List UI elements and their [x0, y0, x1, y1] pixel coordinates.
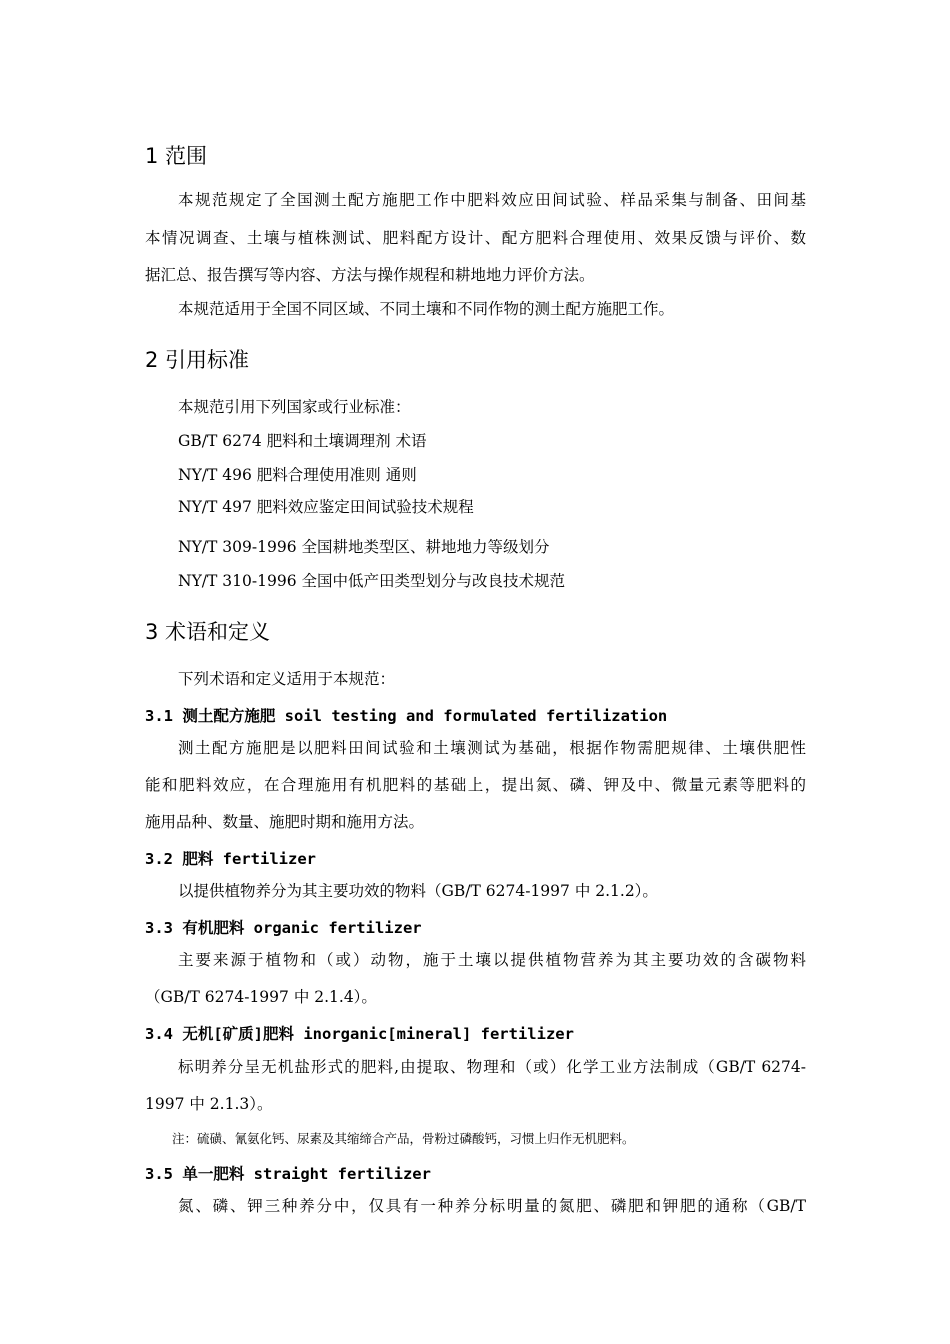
term-3-4-line2: 1997 中 2.1.3）。	[145, 1095, 273, 1113]
section-3-intro: 下列术语和定义适用于本规范：	[178, 670, 396, 688]
term-3-4-line1: 标明养分呈无机盐形式的肥料,由提取、物理和（或）化学工业方法制成（GB/T 6274-	[178, 1058, 806, 1076]
reference-item: NY/T 309-1996 全国耕地类型区、耕地地力等级划分	[178, 538, 550, 556]
term-3-3-heading: 3.3 有机肥料 organic fertilizer	[145, 919, 422, 937]
section-1-para1-line1: 本规范规定了全国测土配方施肥工作中肥料效应田间试验、样品采集与制备、田间基	[178, 191, 806, 209]
term-3-1-heading: 3.1 测土配方施肥 soil testing and formulated fertilization	[145, 707, 668, 725]
term-3-3-line2: （GB/T 6274-1997 中 2.1.4）。	[145, 988, 377, 1006]
section-3-heading: 3 术语和定义	[145, 620, 271, 644]
reference-item: NY/T 310-1996 全国中低产田类型划分与改良技术规范	[178, 572, 565, 590]
section-1-para1-line3: 据汇总、报告撰写等内容、方法与操作规程和耕地地力评价方法。	[145, 266, 595, 284]
term-3-4-heading: 3.4 无机[矿质]肥料 inorganic[mineral] fertilizer	[145, 1025, 574, 1043]
section-2-heading: 2 引用标准	[145, 348, 250, 372]
reference-item: NY/T 496 肥料合理使用准则 通则	[178, 466, 417, 484]
term-3-1-line2: 能和肥料效应，在合理施用有机肥料的基础上，提出氮、磷、钾及中、微量元素等肥料的	[145, 776, 806, 794]
term-3-5-line1: 氮、磷、钾三种养分中，仅具有一种养分标明量的氮肥、磷肥和钾肥的通称（GB/T	[178, 1197, 806, 1215]
section-1-para2: 本规范适用于全国不同区域、不同土壤和不同作物的测土配方施肥工作。	[178, 300, 675, 318]
reference-item: NY/T 497 肥料效应鉴定田间试验技术规程	[178, 498, 474, 516]
term-3-2-heading: 3.2 肥料 fertilizer	[145, 850, 316, 868]
term-3-3-line1: 主要来源于植物和（或）动物，施于土壤以提供植物营养为其主要功效的含碳物料	[178, 951, 806, 969]
term-3-1-line3: 施用品种、数量、施肥时期和施用方法。	[145, 813, 425, 831]
section-1-para1-line2: 本情况调查、土壤与植株测试、肥料配方设计、配方肥料合理使用、效果反馈与评价、数	[145, 229, 806, 247]
term-3-2-line1: 以提供植物养分为其主要功效的物料（GB/T 6274-1997 中 2.1.2）。	[178, 882, 658, 900]
section-2-intro: 本规范引用下列国家或行业标准：	[178, 398, 411, 416]
section-1-heading: 1 范围	[145, 144, 208, 168]
reference-item: GB/T 6274 肥料和土壤调理剂 术语	[178, 432, 427, 450]
term-3-4-note: 注：硫磺、氰氨化钙、尿素及其缩缔合产品，骨粉过磷酸钙，习惯上归作无机肥料。	[172, 1131, 635, 1146]
term-3-5-heading: 3.5 单一肥料 straight fertilizer	[145, 1165, 431, 1183]
term-3-1-line1: 测土配方施肥是以肥料田间试验和土壤测试为基础，根据作物需肥规律、土壤供肥性	[178, 739, 806, 757]
